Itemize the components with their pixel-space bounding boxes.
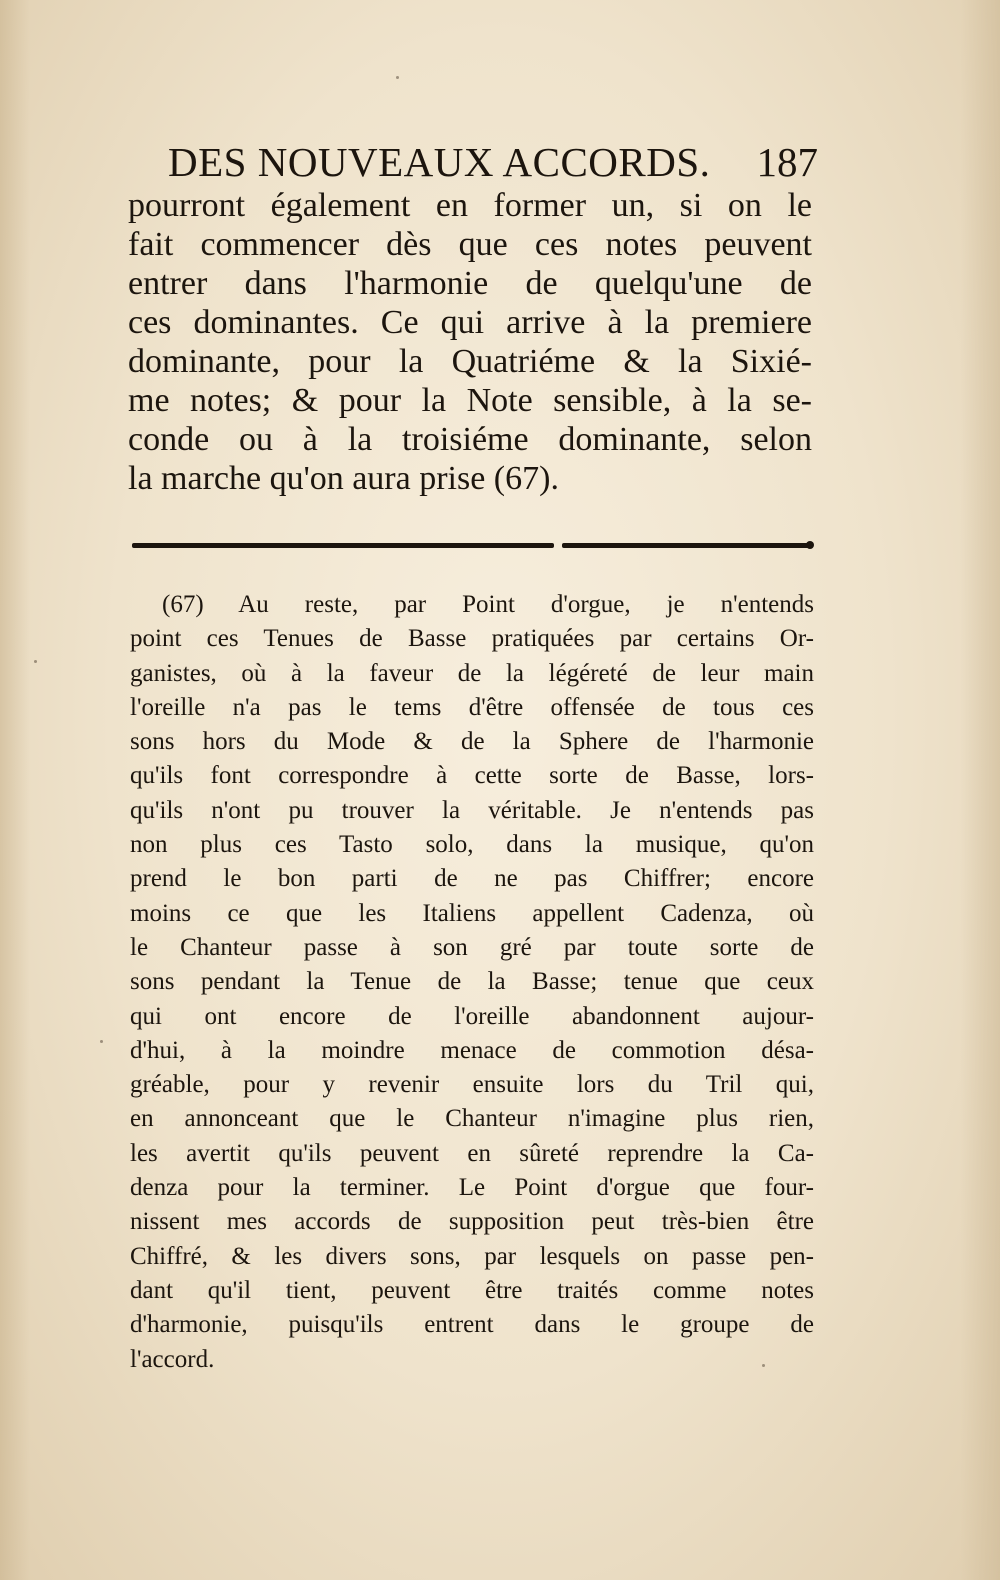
footnote-line: qui ont encore de l'oreille abandonnent aujour- [130, 1002, 814, 1030]
footnote-line: non plus ces Tasto solo, dans la musique, qu'on [130, 831, 814, 859]
main-line: fait commencer dès que ces notes peuvent [128, 226, 812, 263]
footnote-line: moins ce que les Italiens appellent Cadenza, où [130, 899, 814, 927]
paper-speck [396, 76, 399, 79]
page-header [168, 138, 818, 186]
footnote-separator-rule [132, 543, 554, 548]
footnote-line: qu'ils font correspondre à cette sorte de Basse, lors- [130, 762, 814, 790]
footnote-line: l'oreille n'a pas le tems d'être offensée de tous ces [130, 693, 814, 721]
main-line: conde ou à la troisiéme dominante, selon [128, 421, 812, 458]
paper-speck [100, 1040, 103, 1043]
footnote-line: sons pendant la Tenue de la Basse; tenue que ceux [130, 968, 814, 996]
main-line: dominante, pour la Quatriéme & la Sixié- [128, 343, 812, 380]
footnote-line: dant qu'il tient, peuvent être traités comme notes [130, 1276, 814, 1304]
footnote-line: en annonceant que le Chanteur n'imagine plus rien, [130, 1105, 814, 1133]
footnote-line: gréable, pour y revenir ensuite lors du Tril qui, [130, 1071, 814, 1099]
footnote-line: point ces Tenues de Basse pratiquées par certains Or- [130, 625, 814, 653]
footnote-line: d'harmonie, puisqu'ils entrent dans le groupe de [130, 1311, 814, 1339]
main-line: pourront également en former un, si on le [128, 187, 812, 224]
main-line: entrer dans l'harmonie de quelqu'une de [128, 265, 812, 302]
footnote-line: Chiffré, & les divers sons, par lesquels on passe pen- [130, 1242, 814, 1270]
footnote-line: qu'ils n'ont pu trouver la véritable. Je n'entends pas [130, 796, 814, 824]
main-line: ces dominantes. Ce qui arrive à la premiere [128, 304, 812, 341]
paper-speck [34, 660, 37, 663]
footnote-line: (67) Au reste, par Point d'orgue, je n'entends [162, 591, 814, 618]
footnote-line: prend le bon parti de ne pas Chiffrer; encore [130, 865, 814, 893]
separator-ornament [806, 541, 814, 549]
footnote-line: l'accord. [130, 1345, 215, 1373]
footnote-line: d'hui, à la moindre menace de commotion désa- [130, 1036, 814, 1064]
footnote-line: les avertit qu'ils peuvent en sûreté reprendre la Ca- [130, 1139, 814, 1167]
main-line: me notes; & pour la Note sensible, à la se- [128, 382, 812, 419]
paper-speck [762, 1364, 765, 1367]
footnote-block [130, 588, 814, 1377]
footnote-line: sons hors du Mode & de la Sphere de l'harmonie [130, 728, 814, 756]
main-line: la marche qu'on aura prise (67). [128, 460, 559, 497]
running-head: DES NOUVEAUX ACCORDS. [168, 139, 711, 185]
page-number: 187 [756, 139, 818, 185]
footnote-line: ganistes, où à la faveur de la légéreté de leur main [130, 659, 814, 687]
footnote-separator-rule [562, 543, 812, 548]
main-paragraph [128, 186, 812, 498]
footnote-line: denza pour la terminer. Le Point d'orgue que four- [130, 1174, 814, 1202]
footnote-line: le Chanteur passe à son gré par toute sorte de [130, 933, 814, 961]
footnote-line: nissent mes accords de supposition peut très-bien être [130, 1208, 814, 1236]
